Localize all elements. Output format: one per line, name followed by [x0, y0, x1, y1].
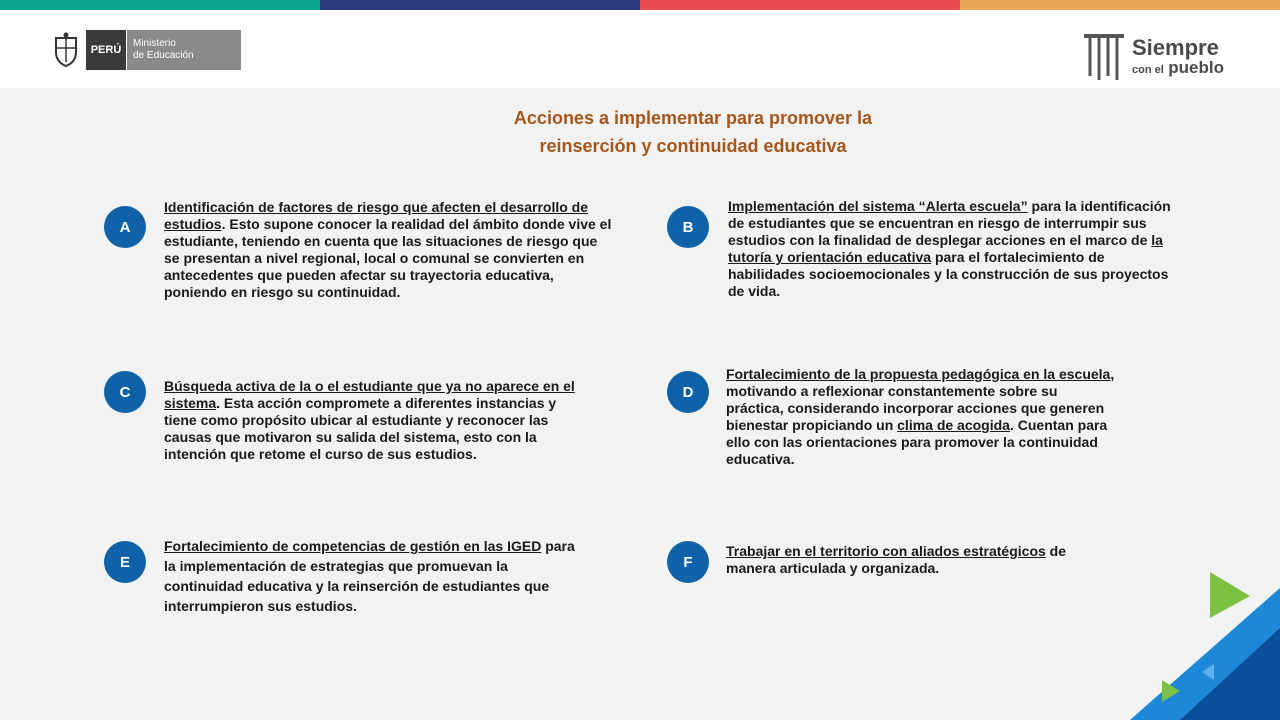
- corner-decoration: [1090, 560, 1280, 720]
- pillars-icon: [1082, 32, 1126, 82]
- slogan-siempre: Siempre: [1132, 35, 1219, 60]
- peru-label: PERÚ: [86, 30, 126, 70]
- badge-b: B: [667, 206, 709, 248]
- coat-of-arms-icon: [52, 32, 80, 68]
- item-d-text: Fortalecimiento de la propuesta pedagógica en la escuela, motivando a reflexionar constantemente sobre su práctica, considerando incorporar acciones que generen bienestar propiciando un clima de acogida. Cuentan para ello con las orientaciones para promover la continuidad educativa.: [726, 366, 1115, 467]
- item-f-text: Trabajar en el territorio con aliados estratégicos de manera articulada y organizada.: [726, 543, 1067, 576]
- top-color-bar: [0, 0, 1280, 10]
- badge-f: F: [667, 541, 709, 583]
- item-a-text: Identificación de factores de riesgo que afecten el desarrollo de estudios. Esto supone conocer la realidad del ámbito donde vive el estudiante, teniendo en cuenta que las situaciones de riesgo que se presentan a nivel regional, local o comunal se convierten en antecedentes que pueden afectar su trayectoria educativa, poniendo en riesgo su continuidad.: [164, 199, 612, 300]
- ministry-logo: [52, 30, 241, 70]
- ministry-name: Ministerio de Educación: [127, 30, 241, 70]
- badge-e: E: [104, 541, 146, 583]
- item-b-text: Implementación del sistema “Alerta escuela” para la identificación de estudiantes que se encuentran en riesgo de interrumpir sus estudios con la finalidad de desplegar acciones en el marco de la tutoría y orientación educativa para el fortalecimiento de habilidades socioemocionales y la construcción de sus proyectos de vida.: [728, 198, 1171, 299]
- badge-a: A: [104, 206, 146, 248]
- slogan-pueblo: pueblo: [1168, 58, 1224, 77]
- item-c-text: Búsqueda activa de la o el estudiante que ya no aparece en el sistema. Esta acción compromete a diferentes instancias y tiene como propósito ubicar al estudiante y reconocer las causas que motivaron su salida del sistema, esto con la intención que retome el curso de sus estudios.: [164, 378, 575, 462]
- item-e-text: Fortalecimiento de competencias de gestión en las IGED para la implementación de estrategias que promuevan la continuidad educativa y la reinserción de estudiantes que interrumpieron sus estudios.: [164, 538, 575, 614]
- badge-d: D: [667, 371, 709, 413]
- slogan-con-el: con el: [1132, 64, 1164, 76]
- slogan-logo: [1082, 32, 1224, 82]
- page-title: Acciones a implementar para promover la reinserción y continuidad educativa: [513, 108, 873, 156]
- badge-c: C: [104, 371, 146, 413]
- header: [0, 10, 1280, 88]
